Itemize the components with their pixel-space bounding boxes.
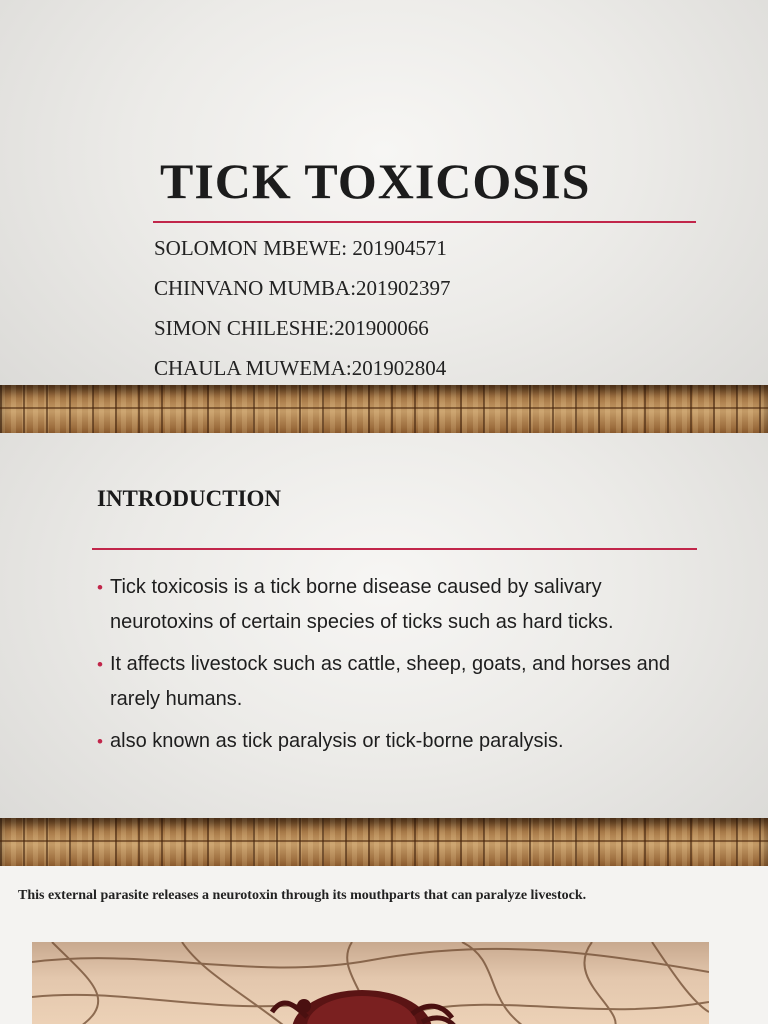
author-item: CHINVANO MUMBA:201902397 xyxy=(154,276,451,300)
bullet-icon: • xyxy=(97,732,103,751)
bullet-text: It affects livestock such as cattle, sheep, goats, and horses and rarely humans. xyxy=(110,653,670,710)
title-slide xyxy=(0,0,768,433)
heading-divider xyxy=(92,548,697,550)
title-divider xyxy=(153,221,696,223)
image-slide xyxy=(0,866,768,1024)
bullet-item xyxy=(97,724,697,759)
tick-on-skin-illustration xyxy=(32,942,709,1024)
image-caption: This external parasite releases a neurotoxin through its mouthparts that can paralyze livestock. xyxy=(18,888,587,903)
section-heading: INTRODUCTION xyxy=(97,486,282,511)
wood-floor-decoration xyxy=(0,385,768,433)
author-item: SIMON CHILESHE:201900066 xyxy=(154,316,429,340)
bullet-item xyxy=(97,647,697,717)
bullet-text: Tick toxicosis is a tick borne disease caused by salivary neurotoxins of certain species of ticks such as hard ticks. xyxy=(110,576,614,633)
author-item: SOLOMON MBEWE: 201904571 xyxy=(154,236,447,260)
author-item: CHAULA MUWEMA:201902804 xyxy=(154,356,447,380)
wood-floor-decoration xyxy=(0,818,768,866)
slide-title: TICK TOXICOSIS xyxy=(160,153,591,209)
bullet-item xyxy=(97,570,697,640)
tick-icon xyxy=(272,990,457,1024)
author-list xyxy=(154,236,451,396)
bullet-icon: • xyxy=(97,578,103,597)
tick-photo xyxy=(32,942,709,1024)
bullet-list xyxy=(97,570,697,766)
introduction-slide xyxy=(0,433,768,866)
bullet-text: also known as tick paralysis or tick-borne paralysis. xyxy=(110,730,564,752)
bullet-icon: • xyxy=(97,655,103,674)
